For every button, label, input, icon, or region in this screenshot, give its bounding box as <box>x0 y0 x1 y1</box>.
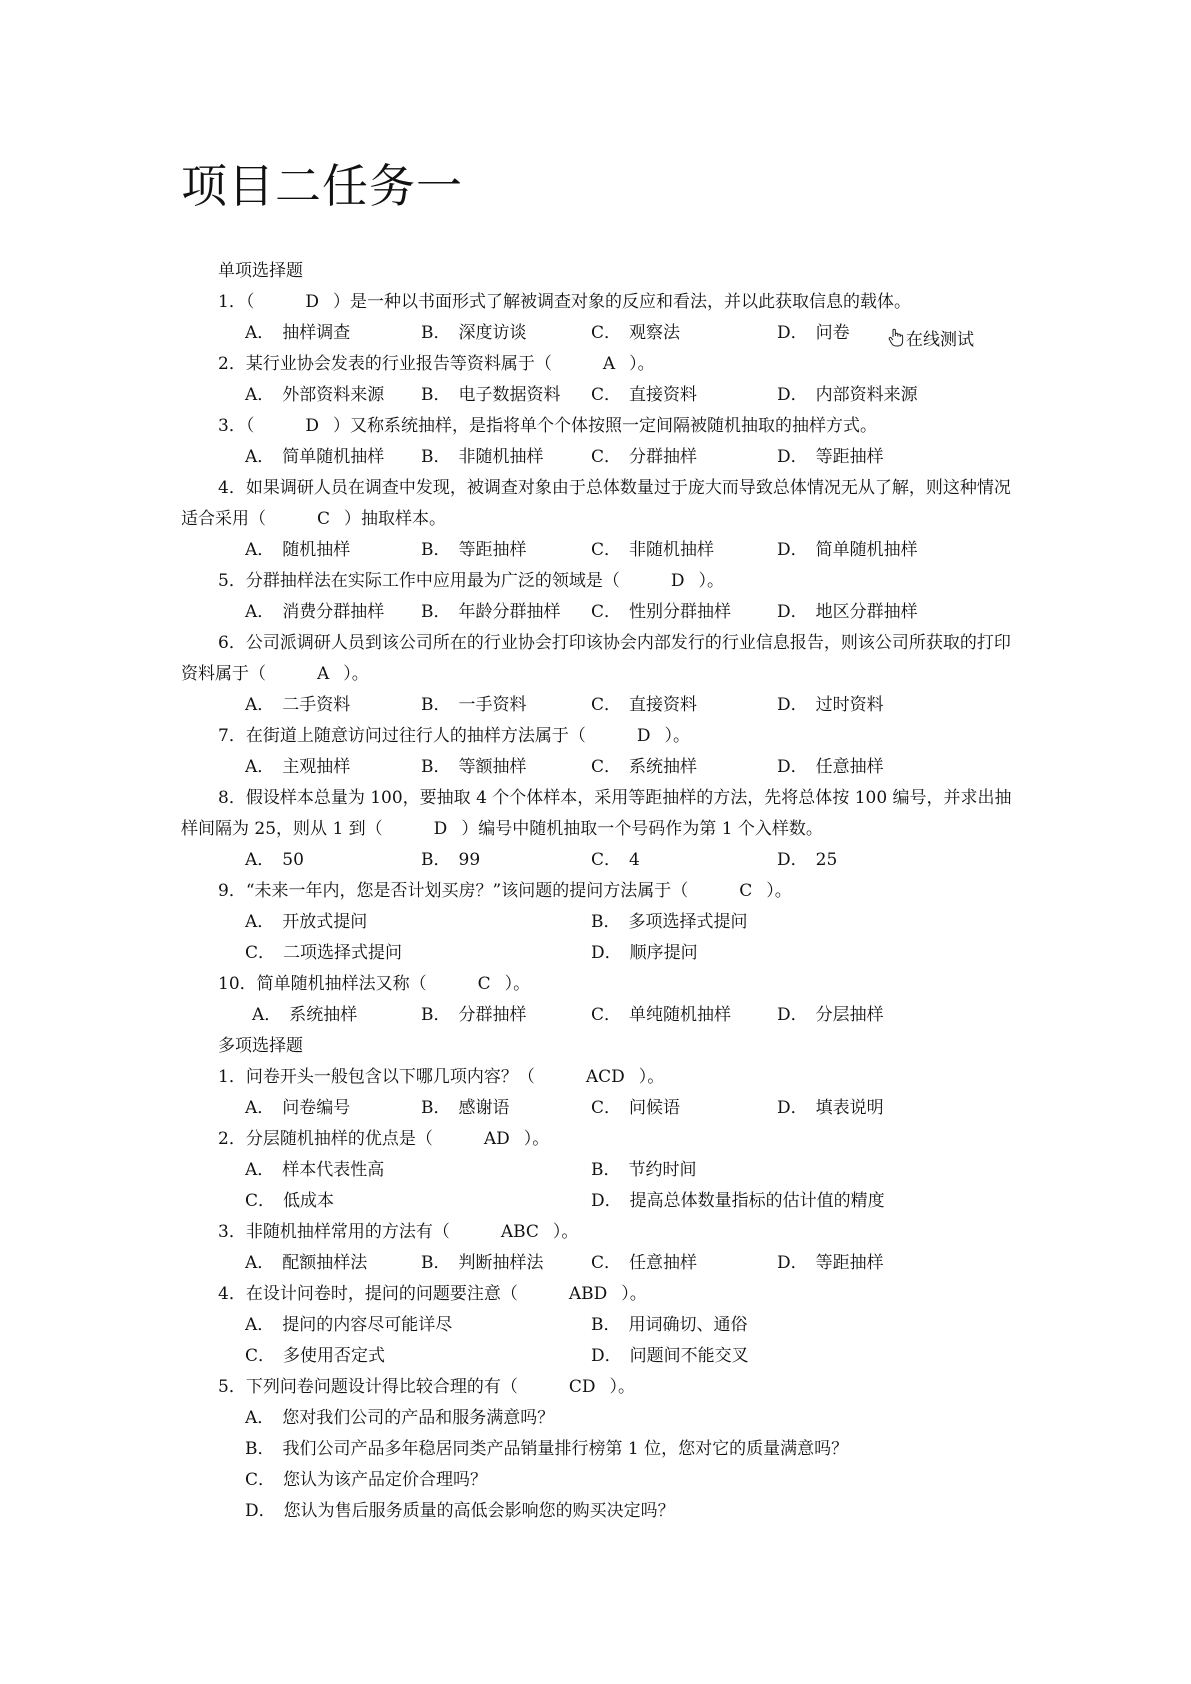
option: A． 二手资料 <box>245 695 351 715</box>
option: B． 等额抽样 <box>421 757 527 777</box>
answer: A <box>602 354 616 374</box>
answer: ABD <box>568 1284 608 1304</box>
question-stem: 3．（ D ）又称系统抽样，是指将单个个体按照一定间隔被随机抽取的抽样方式。 <box>181 411 1021 442</box>
option: C． 4 <box>591 850 640 870</box>
option: D． 提高总体数量指标的估计值的精度 <box>591 1191 885 1211</box>
options-row <box>181 318 1021 349</box>
options-row <box>181 1248 1021 1279</box>
question-stem: 9．“未来一年内，您是否计划买房？”该问题的提问方法属于（ C ）。 <box>181 876 1021 907</box>
option: C． 性别分群抽样 <box>591 602 732 622</box>
options-row <box>181 1186 1021 1217</box>
question <box>181 876 1021 969</box>
option: D． 简单随机抽样 <box>777 540 918 560</box>
question <box>181 1062 1021 1124</box>
answer: C <box>739 881 753 901</box>
option: B． 等距抽样 <box>421 540 527 560</box>
question <box>181 1279 1021 1372</box>
question <box>181 721 1021 783</box>
options-row <box>181 938 1021 969</box>
options-row <box>181 380 1021 411</box>
option: A． 简单随机抽样 <box>245 447 385 467</box>
online-test-label: 在线测试 <box>906 330 974 350</box>
option: B． 用词确切、通俗 <box>591 1315 748 1335</box>
option: D． 内部资料来源 <box>777 385 918 405</box>
question <box>181 411 1021 473</box>
option: D． 填表说明 <box>777 1098 884 1118</box>
options-row <box>181 1000 1021 1031</box>
option: D． 问卷 <box>777 323 850 343</box>
question <box>181 1124 1021 1217</box>
question-stem: 3．非随机抽样常用的方法有（ ABC ）。 <box>181 1217 1021 1248</box>
question-stem: 2．某行业协会发表的行业报告等资料属于（ A ）。 <box>181 349 1021 380</box>
option: C． 直接资料 <box>591 695 698 715</box>
options-row <box>181 597 1021 628</box>
option: D． 您认为售后服务质量的高低会影响您的购买决定吗？ <box>245 1501 675 1521</box>
answer: D <box>670 571 685 591</box>
option: D． 顺序提问 <box>591 943 698 963</box>
option: B． 节约时间 <box>591 1160 697 1180</box>
option: C． 问候语 <box>591 1098 681 1118</box>
option: B． 感谢语 <box>421 1098 510 1118</box>
option: A． 50 <box>245 850 304 870</box>
option: D． 等距抽样 <box>777 1253 884 1273</box>
question-stem: 6．公司派调研人员到该公司所在的行业协会打印该协会内部发行的行业信息报告，则该公司所获取的打印资料属于（ A ）。 <box>181 628 1021 690</box>
question <box>181 349 1021 411</box>
option: A． 开放式提问 <box>245 912 368 932</box>
options-row <box>181 535 1021 566</box>
question-stem: 5．下列问卷问题设计得比较合理的有（ CD ）。 <box>181 1372 1021 1403</box>
options-row <box>181 1403 1021 1434</box>
option: C． 多使用否定式 <box>245 1346 386 1366</box>
question <box>181 1372 1021 1527</box>
option: D． 任意抽样 <box>777 757 884 777</box>
option: A． 提问的内容尽可能详尽 <box>245 1315 453 1335</box>
option: B． 多项选择式提问 <box>591 912 748 932</box>
quiz-content <box>181 256 1021 1527</box>
options-row <box>181 1341 1021 1372</box>
option: A． 抽样调查 <box>245 323 351 343</box>
option: C． 观察法 <box>591 323 681 343</box>
option: D． 分层抽样 <box>777 1005 884 1025</box>
answer: A <box>317 664 330 684</box>
answer: C <box>477 974 491 994</box>
answer: D <box>636 726 651 746</box>
options-row <box>181 1310 1021 1341</box>
option: C． 直接资料 <box>591 385 698 405</box>
option: C． 非随机抽样 <box>591 540 715 560</box>
section-heading-multiple: 多项选择题 <box>218 1036 303 1056</box>
option: A． 配额抽样法 <box>245 1253 368 1273</box>
option: C． 二项选择式提问 <box>245 943 403 963</box>
option: B． 99 <box>421 850 481 870</box>
option: B． 分群抽样 <box>421 1005 527 1025</box>
question-stem: 5．分群抽样法在实际工作中应用最为广泛的领域是（ D ）。 <box>181 566 1021 597</box>
options-row <box>181 1465 1021 1496</box>
question <box>181 628 1021 721</box>
option: C． 系统抽样 <box>591 757 698 777</box>
option: B． 深度访谈 <box>421 323 527 343</box>
question-stem: 10．简单随机抽样法又称（ C ）。 <box>181 969 1021 1000</box>
answer: D <box>305 292 319 312</box>
question <box>181 1217 1021 1279</box>
option: B． 电子数据资料 <box>421 385 561 405</box>
question <box>181 969 1021 1031</box>
option: B． 年龄分群抽样 <box>421 602 561 622</box>
option: C． 分群抽样 <box>591 447 698 467</box>
question <box>181 566 1021 628</box>
answer: D <box>305 416 319 436</box>
option: C． 低成本 <box>245 1191 335 1211</box>
option: D． 地区分群抽样 <box>777 602 918 622</box>
option: C． 任意抽样 <box>591 1253 698 1273</box>
section-heading-single: 单项选择题 <box>218 261 303 281</box>
option: A． 消费分群抽样 <box>245 602 385 622</box>
options-row <box>181 907 1021 938</box>
option: A． 系统抽样 <box>252 1005 358 1025</box>
option: C． 单纯随机抽样 <box>591 1005 732 1025</box>
question <box>181 473 1021 566</box>
question-stem: 2．分层随机抽样的优点是（ AD ）。 <box>181 1124 1021 1155</box>
options-row <box>181 690 1021 721</box>
option: D． 25 <box>777 850 838 870</box>
option: A． 样本代表性高 <box>245 1160 385 1180</box>
option: A． 问卷编号 <box>245 1098 351 1118</box>
option: D． 过时资料 <box>777 695 884 715</box>
option: B． 我们公司产品多年稳居同类产品销量排行榜第 1 位，您对它的质量满意吗？ <box>245 1439 849 1459</box>
option: A． 您对我们公司的产品和服务满意吗？ <box>245 1408 555 1428</box>
option: A． 主观抽样 <box>245 757 351 777</box>
option: D． 问题间不能交叉 <box>591 1346 749 1366</box>
question <box>181 783 1021 876</box>
question-stem: 8．假设样本总量为 100，要抽取 4 个个体样本，采用等距抽样的方法，先将总体按 100 编号，并求出抽样间隔为 25，则从 1 到（ D ）编号中随机抽取一个号码作为第 1 个入样数。 <box>181 783 1021 845</box>
options-row <box>181 442 1021 473</box>
options-row <box>181 752 1021 783</box>
options-row <box>181 845 1021 876</box>
option: B． 判断抽样法 <box>421 1253 544 1273</box>
options-row <box>181 1496 1021 1527</box>
question-stem: 1．（ D ）是一种以书面形式了解被调查对象的反应和看法，并以此获取信息的载体。 <box>181 287 1021 318</box>
option: A． 外部资料来源 <box>245 385 385 405</box>
question-stem: 1．问卷开头一般包含以下哪几项内容？（ ACD ）。 <box>181 1062 1021 1093</box>
options-row <box>181 1093 1021 1124</box>
question <box>181 287 1021 349</box>
option: B． 一手资料 <box>421 695 527 715</box>
option: B． 非随机抽样 <box>421 447 544 467</box>
question-stem: 7．在街道上随意访问过往行人的抽样方法属于（ D ）。 <box>181 721 1021 752</box>
answer: CD <box>568 1377 596 1397</box>
answer: ABC <box>500 1222 539 1242</box>
answer: C <box>317 509 331 529</box>
option: A． 随机抽样 <box>245 540 351 560</box>
options-row <box>181 1155 1021 1186</box>
answer: D <box>433 819 448 839</box>
answer: ACD <box>585 1067 625 1087</box>
page-title: 项目二任务一 <box>181 159 463 213</box>
question-stem: 4．如果调研人员在调查中发现，被调查对象由于总体数量过于庞大而导致总体情况无从了解，则这种情况适合采用（ C ）抽取样本。 <box>181 473 1021 535</box>
option: C． 您认为该产品定价合理吗？ <box>245 1470 488 1490</box>
question-stem: 4．在设计问卷时，提问的问题要注意（ ABD ）。 <box>181 1279 1021 1310</box>
answer: AD <box>483 1129 510 1149</box>
options-row <box>181 1434 1021 1465</box>
option: D． 等距抽样 <box>777 447 884 467</box>
